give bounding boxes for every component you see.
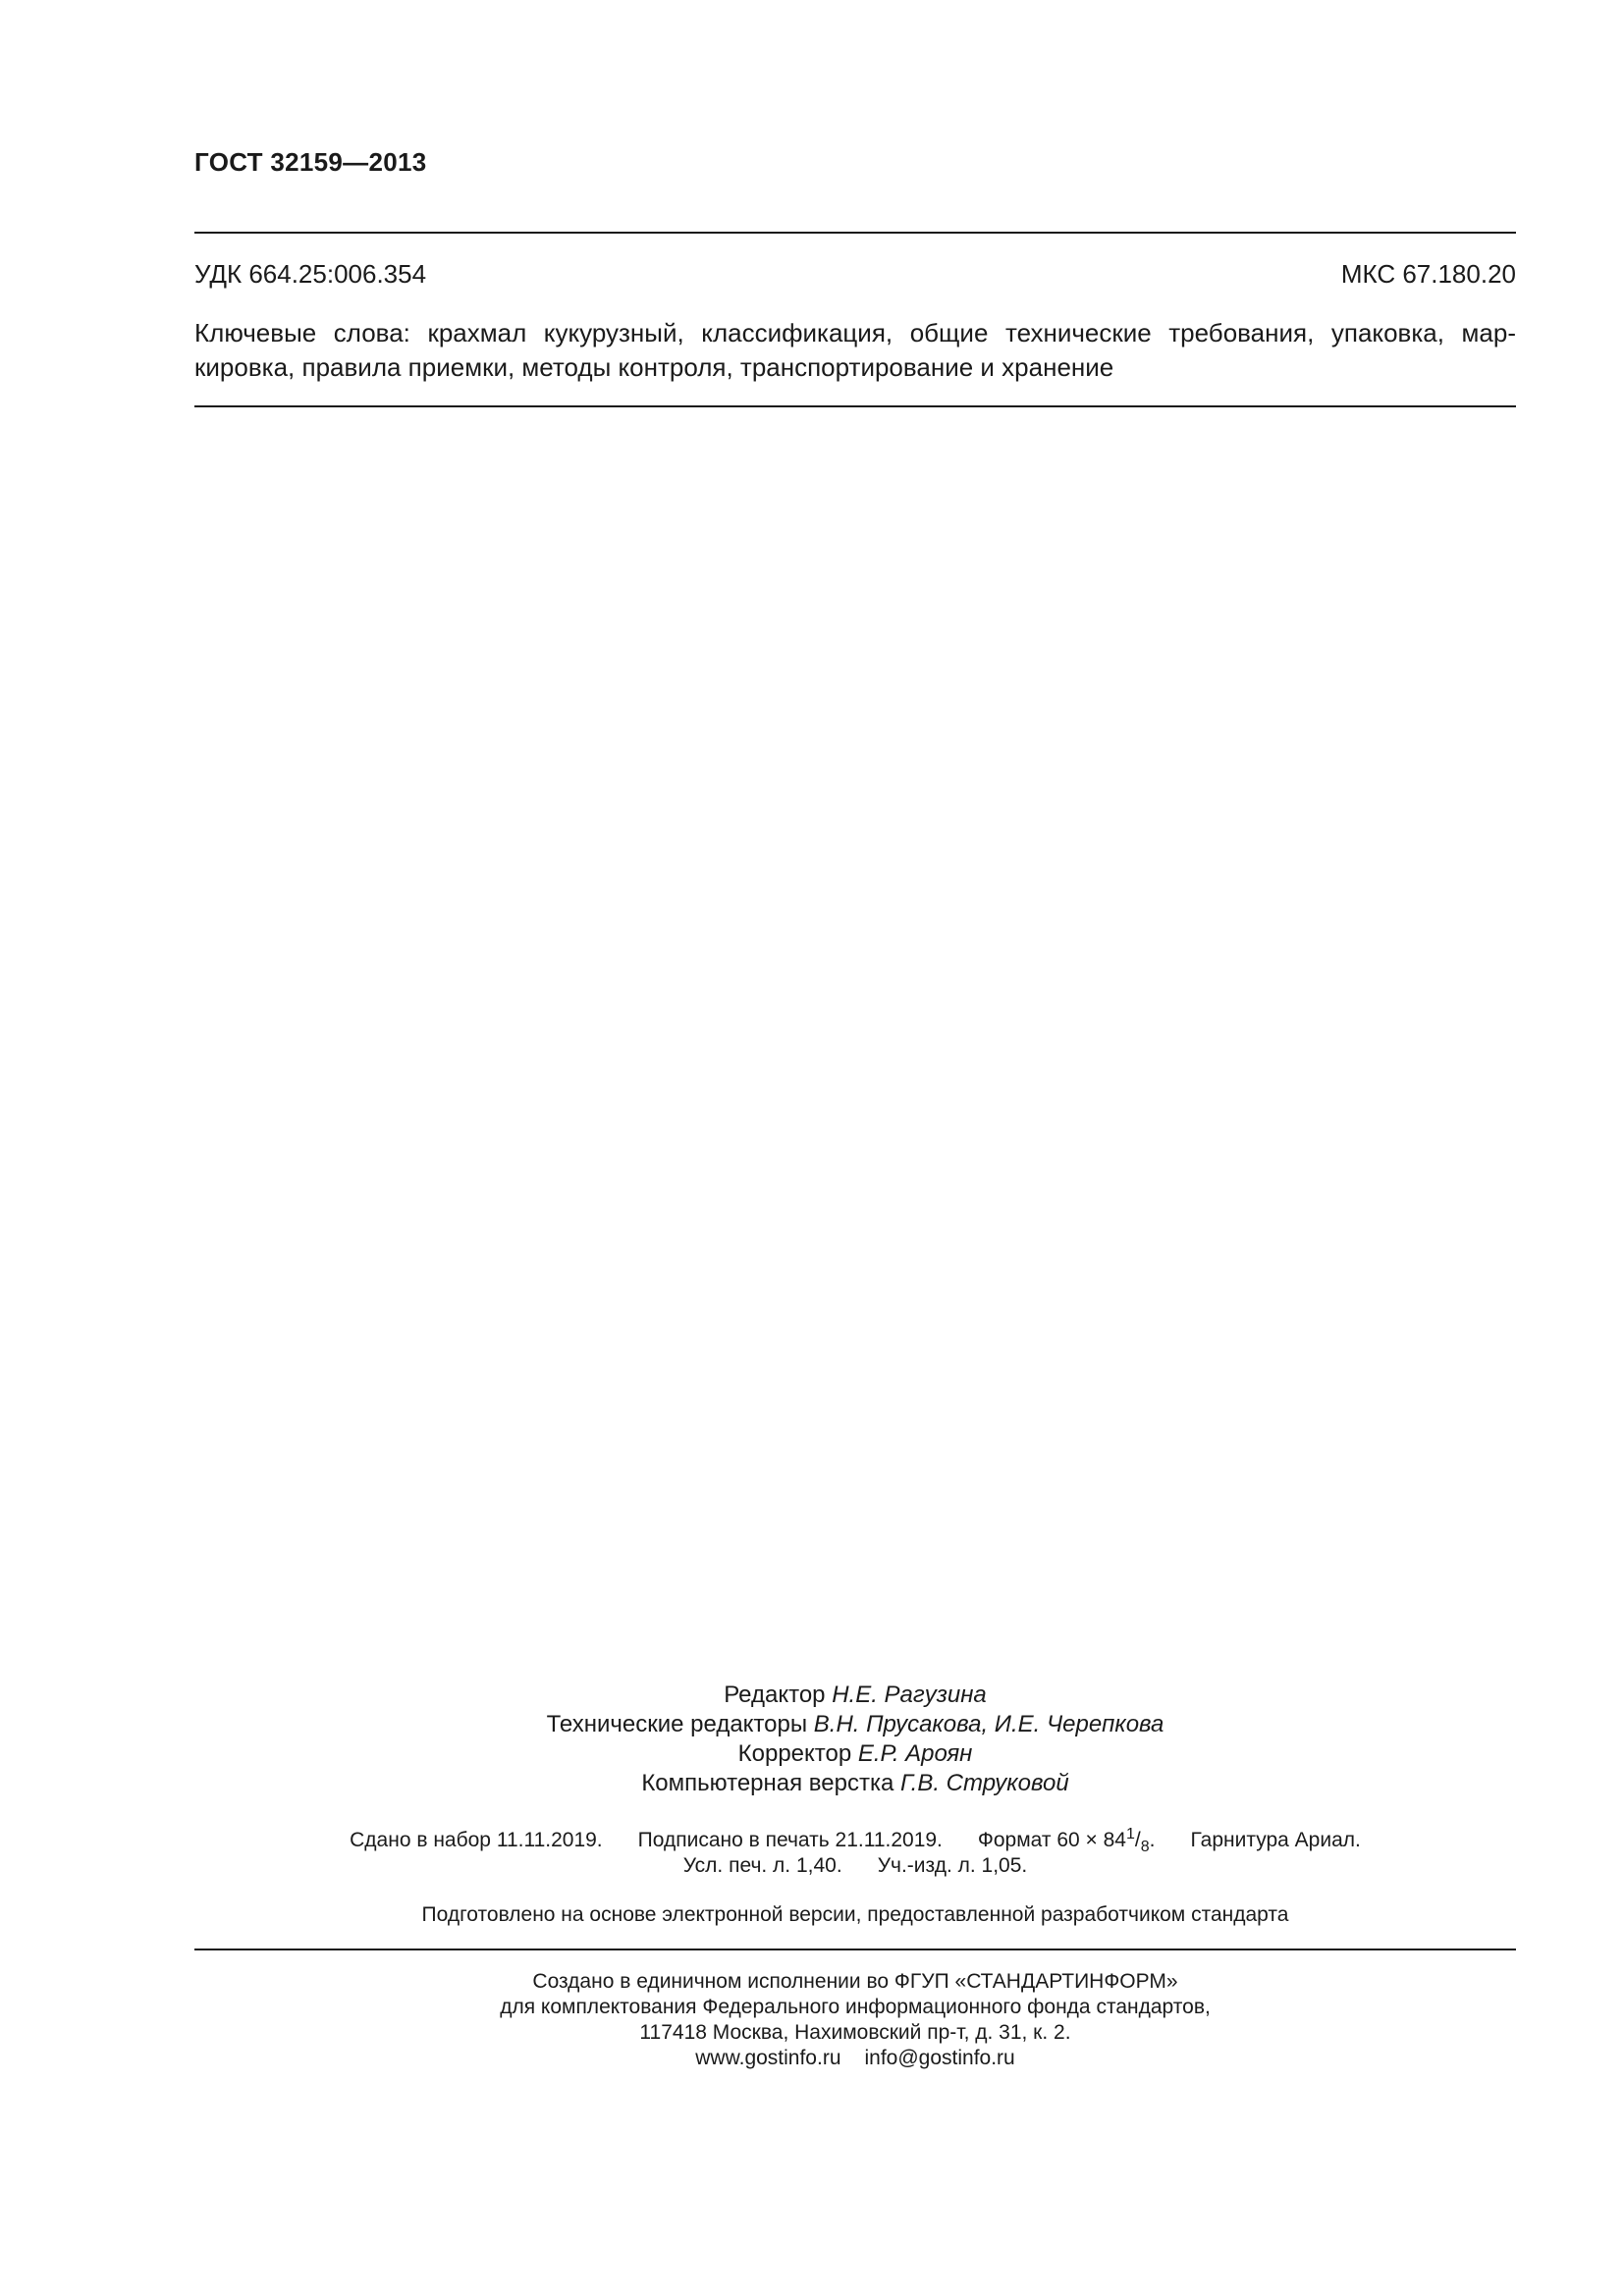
classification-row xyxy=(194,259,1516,290)
typeface: Гарнитура Ариал. xyxy=(1190,1829,1361,1851)
publisher-line-1: Создано в единичном исполнении во ФГУП «СТАНДАРТИНФОРМ» xyxy=(532,1970,1178,1993)
tech-editors-line xyxy=(194,1710,1516,1739)
document-code: ГОСТ 32159—2013 xyxy=(194,147,427,177)
proofreader-line xyxy=(194,1739,1516,1769)
publishing-sheets: Уч.-изд. л. 1,05. xyxy=(877,1854,1028,1877)
proofreader-role: Корректор xyxy=(737,1740,852,1767)
keywords-paragraph xyxy=(194,316,1516,385)
editor-role: Редактор xyxy=(724,1682,826,1708)
print-info-block xyxy=(194,1828,1516,1879)
publisher-line-2: для комплектования Федерального информационного фонда стандартов, xyxy=(500,1996,1211,2018)
tech-editors-names: В.Н. Прусакова, И.Е. Черепкова xyxy=(813,1711,1164,1737)
publisher-website: www.gostinfo.ru xyxy=(695,2047,841,2069)
publisher-block xyxy=(194,1969,1516,2071)
proofreader-name: Е.Р. Ароян xyxy=(857,1740,973,1767)
print-info-line-1 xyxy=(194,1826,1516,1856)
layout-line xyxy=(194,1769,1516,1798)
mks-code: МКС 67.180.20 xyxy=(1340,259,1516,289)
keywords-line-1: Ключевые слова: крахмал кукурузный, классификация, общие технические требования, упаковка, мар- xyxy=(194,318,1516,347)
keywords-divider xyxy=(194,405,1516,407)
layout-name: Г.В. Струковой xyxy=(900,1770,1069,1796)
layout-role: Компьютерная верстка xyxy=(641,1770,894,1796)
keywords-line-2: кировка, правила приемки, методы контроля, транспортирование и хранение xyxy=(194,352,1114,382)
paper-format: Формат $60 \times 84^1/_8$. xyxy=(977,1826,1156,1856)
udk-code: УДК 664.25:006.354 xyxy=(194,259,427,289)
publisher-email: info@gostinfo.ru xyxy=(864,2047,1015,2069)
tech-editors-role: Технические редакторы xyxy=(546,1711,808,1737)
top-divider xyxy=(194,232,1516,234)
signed-date: Подписано в печать 21.11.2019. xyxy=(637,1829,943,1851)
publisher-contacts xyxy=(194,2046,1516,2071)
publisher-address: 117418 Москва, Нахимовский пр-т, д. 31, к. 2. xyxy=(639,2021,1071,2044)
prepared-note: Подготовлено на основе электронной версии, предоставленной разработчиком стандарта xyxy=(421,1903,1289,1926)
publisher-divider xyxy=(194,1949,1516,1950)
print-info-line-2 xyxy=(194,1853,1516,1879)
typeset-date: Сдано в набор 11.11.2019. xyxy=(350,1829,603,1851)
editor-name: Н.Е. Рагузина xyxy=(832,1682,987,1708)
editor-line xyxy=(194,1681,1516,1710)
credits-block xyxy=(194,1681,1516,1798)
print-sheets: Усл. печ. л. 1,40. xyxy=(682,1854,842,1877)
